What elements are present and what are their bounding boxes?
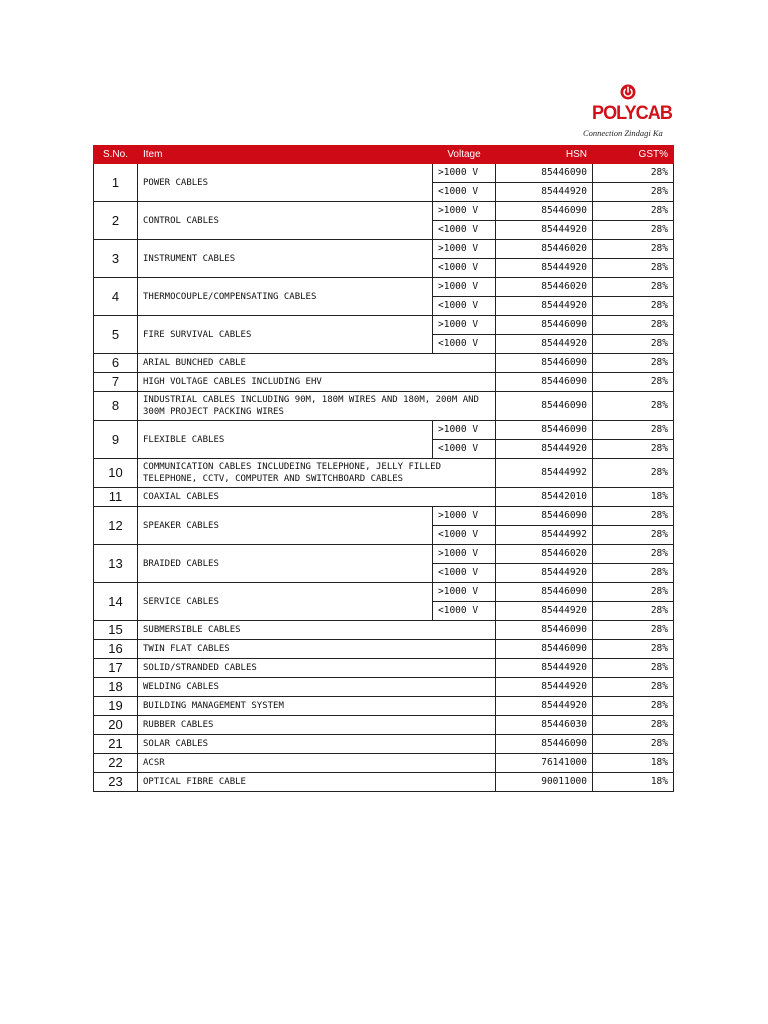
header-sno: S.No. xyxy=(94,146,138,164)
item-name: ARIAL BUNCHED CABLE xyxy=(138,354,496,373)
item-name: RUBBER CABLES xyxy=(138,716,496,735)
item-name: CONTROL CABLES xyxy=(138,202,433,240)
hsn-code: 85446090 xyxy=(496,507,593,526)
gst-rate: 28% xyxy=(593,440,674,459)
voltage-cell: <1000 V xyxy=(433,440,496,459)
header-gst: GST% xyxy=(593,146,674,164)
gst-rate: 28% xyxy=(593,678,674,697)
gst-rate: 28% xyxy=(593,278,674,297)
item-name: SERVICE CABLES xyxy=(138,583,433,621)
voltage-cell: <1000 V xyxy=(433,564,496,583)
hsn-code: 85446090 xyxy=(496,202,593,221)
header-item: Item xyxy=(138,146,433,164)
gst-rate: 28% xyxy=(593,621,674,640)
table-row xyxy=(94,678,674,697)
serial-number: 22 xyxy=(94,754,138,773)
gst-rate: 28% xyxy=(593,202,674,221)
gst-rate: 28% xyxy=(593,526,674,545)
hsn-code: 90011000 xyxy=(496,773,593,792)
gst-rate: 28% xyxy=(593,697,674,716)
table-row xyxy=(94,354,674,373)
serial-number: 20 xyxy=(94,716,138,735)
serial-number: 18 xyxy=(94,678,138,697)
table-row xyxy=(94,373,674,392)
serial-number: 6 xyxy=(94,354,138,373)
serial-number: 4 xyxy=(94,278,138,316)
hsn-code: 85446090 xyxy=(496,421,593,440)
table-row xyxy=(94,316,674,335)
item-name: INSTRUMENT CABLES xyxy=(138,240,433,278)
hsn-code: 85446090 xyxy=(496,392,593,421)
voltage-cell: <1000 V xyxy=(433,297,496,316)
serial-number: 13 xyxy=(94,545,138,583)
table-row xyxy=(94,459,674,488)
item-name: SUBMERSIBLE CABLES xyxy=(138,621,496,640)
hsn-code: 85444920 xyxy=(496,659,593,678)
serial-number: 21 xyxy=(94,735,138,754)
serial-number: 1 xyxy=(94,164,138,202)
hsn-code: 85446020 xyxy=(496,545,593,564)
hsn-code: 85446090 xyxy=(496,640,593,659)
item-name: COMMUNICATION CABLES INCLUDEING TELEPHONE, JELLY FILLED TELEPHONE, CCTV, COMPUTER AND SWITCHBOARD CABLES xyxy=(138,459,496,488)
voltage-cell: <1000 V xyxy=(433,335,496,354)
hsn-code: 76141000 xyxy=(496,754,593,773)
table-row xyxy=(94,773,674,792)
table-row xyxy=(94,754,674,773)
table-row xyxy=(94,716,674,735)
gst-rate: 28% xyxy=(593,459,674,488)
serial-number: 16 xyxy=(94,640,138,659)
gst-rate: 28% xyxy=(593,297,674,316)
table-header-row xyxy=(94,146,674,164)
hsn-code: 85444920 xyxy=(496,259,593,278)
header-voltage: Voltage xyxy=(433,146,496,164)
item-name: ACSR xyxy=(138,754,496,773)
item-name: SOLAR CABLES xyxy=(138,735,496,754)
hsn-code: 85444992 xyxy=(496,526,593,545)
voltage-cell: <1000 V xyxy=(433,602,496,621)
table-row xyxy=(94,278,674,297)
voltage-cell: >1000 V xyxy=(433,240,496,259)
serial-number: 8 xyxy=(94,392,138,421)
hsn-code: 85446090 xyxy=(496,354,593,373)
gst-rate: 28% xyxy=(593,354,674,373)
gst-rate: 28% xyxy=(593,221,674,240)
brand-name: POLYCAB xyxy=(592,103,672,124)
serial-number: 2 xyxy=(94,202,138,240)
voltage-cell: <1000 V xyxy=(433,526,496,545)
item-name: FLEXIBLE CABLES xyxy=(138,421,433,459)
serial-number: 11 xyxy=(94,488,138,507)
voltage-cell: >1000 V xyxy=(433,316,496,335)
header-hsn: HSN xyxy=(496,146,593,164)
gst-rate: 28% xyxy=(593,259,674,278)
item-name: COAXIAL CABLES xyxy=(138,488,496,507)
item-name: BRAIDED CABLES xyxy=(138,545,433,583)
gst-rate: 28% xyxy=(593,240,674,259)
item-name: BUILDING MANAGEMENT SYSTEM xyxy=(138,697,496,716)
serial-number: 9 xyxy=(94,421,138,459)
table-row xyxy=(94,507,674,526)
gst-rate: 28% xyxy=(593,602,674,621)
hsn-code: 85444920 xyxy=(496,697,593,716)
gst-rate: 28% xyxy=(593,335,674,354)
table-row xyxy=(94,202,674,221)
voltage-cell: >1000 V xyxy=(433,202,496,221)
gst-rate: 28% xyxy=(593,507,674,526)
serial-number: 7 xyxy=(94,373,138,392)
hsn-code: 85442010 xyxy=(496,488,593,507)
table-body xyxy=(94,164,674,792)
gst-rate: 28% xyxy=(593,564,674,583)
item-name: HIGH VOLTAGE CABLES INCLUDING EHV xyxy=(138,373,496,392)
gst-rate: 18% xyxy=(593,773,674,792)
hsn-code: 85444920 xyxy=(496,602,593,621)
hsn-code: 85446090 xyxy=(496,373,593,392)
table-row xyxy=(94,545,674,564)
voltage-cell: >1000 V xyxy=(433,164,496,183)
item-name: THERMOCOUPLE/COMPENSATING CABLES xyxy=(138,278,433,316)
voltage-cell: >1000 V xyxy=(433,545,496,564)
gst-rate: 28% xyxy=(593,583,674,602)
gst-rate: 28% xyxy=(593,735,674,754)
hsn-code: 85446020 xyxy=(496,278,593,297)
polycab-logo xyxy=(578,84,678,146)
voltage-cell: <1000 V xyxy=(433,259,496,278)
gst-rate: 28% xyxy=(593,659,674,678)
table-row xyxy=(94,421,674,440)
voltage-cell: <1000 V xyxy=(433,183,496,202)
hsn-code: 85446090 xyxy=(496,164,593,183)
table-row xyxy=(94,164,674,183)
hsn-code: 85444920 xyxy=(496,335,593,354)
item-name: TWIN FLAT CABLES xyxy=(138,640,496,659)
hsn-code: 85444920 xyxy=(496,297,593,316)
item-name: SOLID/STRANDED CABLES xyxy=(138,659,496,678)
gst-rate: 28% xyxy=(593,183,674,202)
voltage-cell: >1000 V xyxy=(433,278,496,297)
gst-rate: 28% xyxy=(593,164,674,183)
table-row xyxy=(94,240,674,259)
hsn-code: 85444920 xyxy=(496,183,593,202)
table-row xyxy=(94,640,674,659)
hsn-code: 85444920 xyxy=(496,564,593,583)
hsn-code: 85446030 xyxy=(496,716,593,735)
item-name: OPTICAL FIBRE CABLE xyxy=(138,773,496,792)
item-name: INDUSTRIAL CABLES INCLUDING 90M, 180M WIRES AND 180M, 200M AND 300M PROJECT PACKING WIRES xyxy=(138,392,496,421)
voltage-cell: >1000 V xyxy=(433,507,496,526)
voltage-cell: >1000 V xyxy=(433,421,496,440)
hsn-code: 85444920 xyxy=(496,440,593,459)
table-row xyxy=(94,697,674,716)
hsn-code: 85446090 xyxy=(496,621,593,640)
table-row xyxy=(94,583,674,602)
gst-rate: 28% xyxy=(593,373,674,392)
brand-tagline: Connection Zindagi Ka xyxy=(583,128,663,138)
gst-rate: 18% xyxy=(593,488,674,507)
gst-rate: 28% xyxy=(593,316,674,335)
gst-rate: 28% xyxy=(593,392,674,421)
hsn-code: 85444920 xyxy=(496,221,593,240)
gst-rate: 28% xyxy=(593,545,674,564)
gst-rate: 28% xyxy=(593,640,674,659)
gst-rate: 28% xyxy=(593,421,674,440)
item-name: SPEAKER CABLES xyxy=(138,507,433,545)
serial-number: 17 xyxy=(94,659,138,678)
serial-number: 19 xyxy=(94,697,138,716)
voltage-cell: >1000 V xyxy=(433,583,496,602)
hsn-code: 85446020 xyxy=(496,240,593,259)
hsn-code: 85444920 xyxy=(496,678,593,697)
serial-number: 10 xyxy=(94,459,138,488)
item-name: WELDING CABLES xyxy=(138,678,496,697)
serial-number: 14 xyxy=(94,583,138,621)
serial-number: 5 xyxy=(94,316,138,354)
table-row xyxy=(94,621,674,640)
hsn-code: 85446090 xyxy=(496,316,593,335)
gst-rate: 18% xyxy=(593,754,674,773)
gst-rate-table xyxy=(93,145,674,792)
item-name: FIRE SURVIVAL CABLES xyxy=(138,316,433,354)
serial-number: 3 xyxy=(94,240,138,278)
serial-number: 15 xyxy=(94,621,138,640)
hsn-code: 85446090 xyxy=(496,735,593,754)
serial-number: 23 xyxy=(94,773,138,792)
hsn-code: 85446090 xyxy=(496,583,593,602)
table-row xyxy=(94,392,674,421)
item-name: POWER CABLES xyxy=(138,164,433,202)
table-row xyxy=(94,659,674,678)
table-row xyxy=(94,735,674,754)
serial-number: 12 xyxy=(94,507,138,545)
table-row xyxy=(94,488,674,507)
voltage-cell: <1000 V xyxy=(433,221,496,240)
hsn-code: 85444992 xyxy=(496,459,593,488)
power-icon xyxy=(620,84,636,100)
gst-rate: 28% xyxy=(593,716,674,735)
